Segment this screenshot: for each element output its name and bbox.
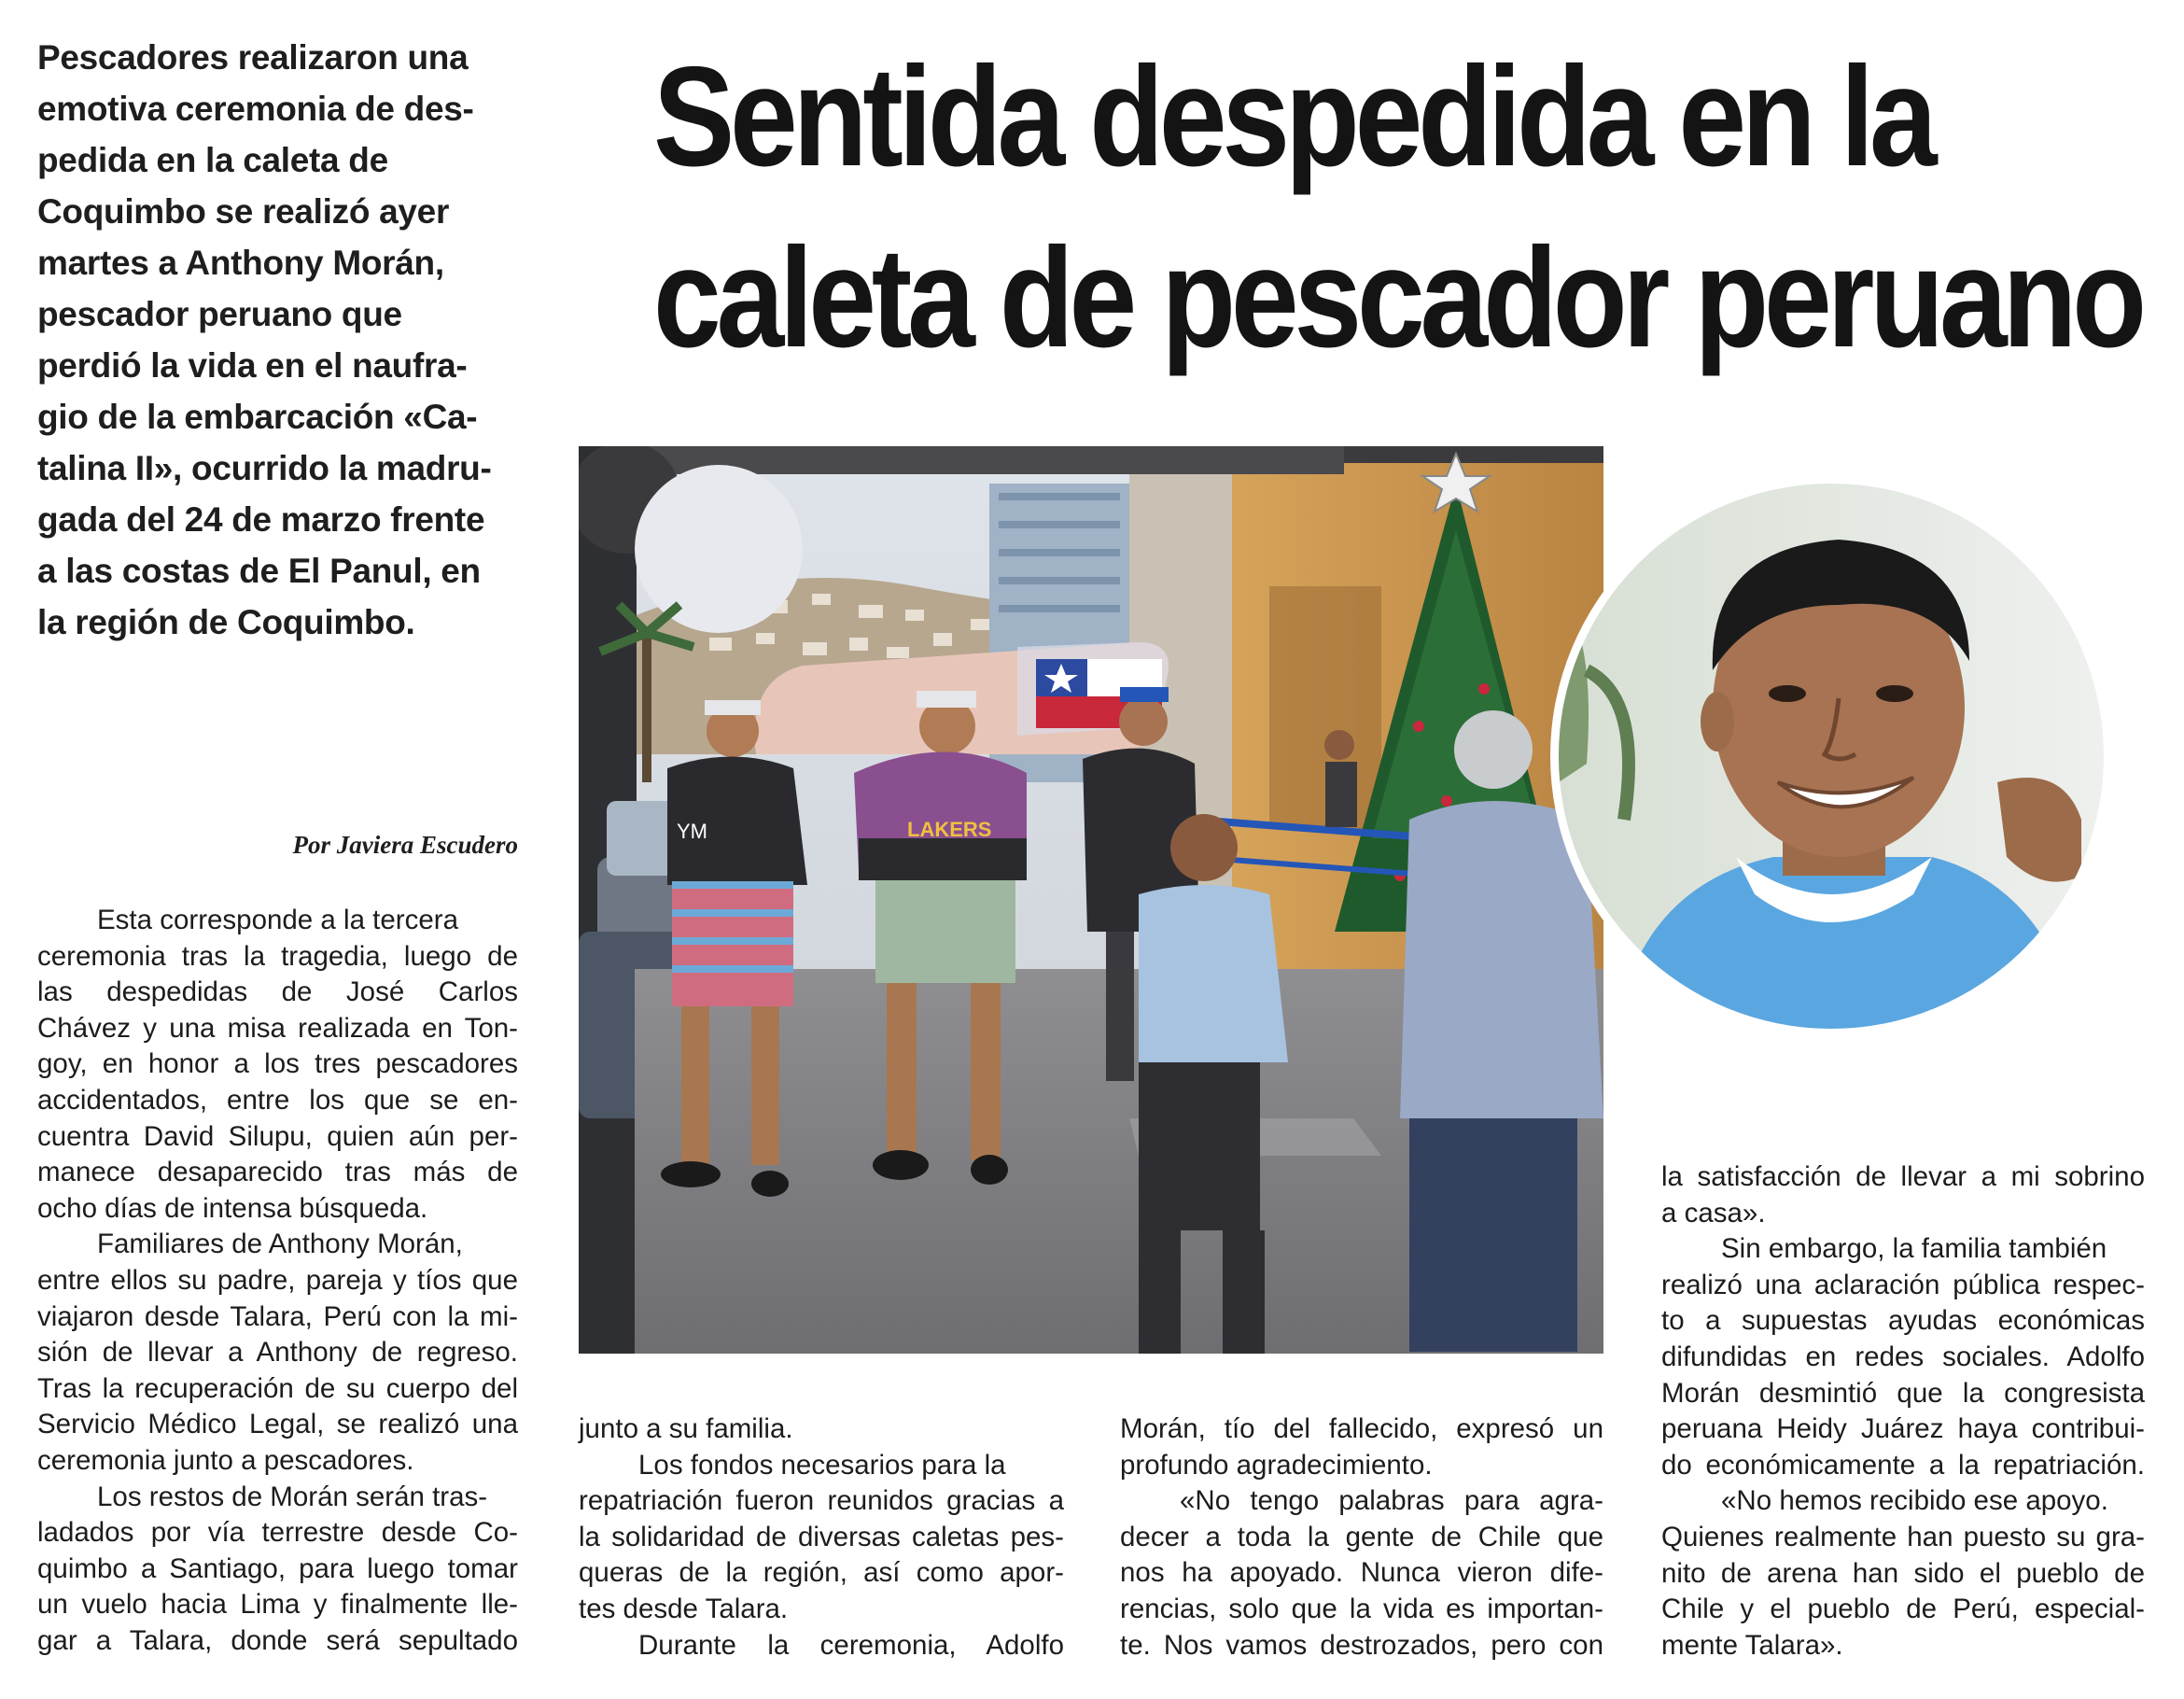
- body-line: Esta corresponde a la tercera: [97, 905, 458, 935]
- body-line: quimbo a Santiago, para luego tomar: [37, 1552, 518, 1584]
- headline: [653, 26, 2142, 388]
- body-line: ceremonia tras la tragedia, luego de: [37, 940, 518, 972]
- body-line: «No hemos recibido ese apoyo.: [1721, 1485, 2108, 1517]
- body-line: to a supuestas ayudas económicas: [1661, 1305, 2145, 1337]
- headline-line-1: Sentida despedida en la: [653, 37, 1933, 196]
- body-line: la solidaridad de diversas caletas pes-: [579, 1521, 1064, 1552]
- body-line: la satisfacción de llevar a mi sobrino: [1661, 1161, 2145, 1192]
- shirt-logo: LAKERS: [907, 818, 992, 841]
- body-line: Los restos de Morán serán tras-: [97, 1481, 488, 1512]
- body-column-4: [1661, 1159, 2145, 1664]
- body-line: Chávez y una misa realizada en Ton-: [37, 1012, 518, 1044]
- body-line: entre ellos su padre, pareja y tíos que: [37, 1264, 518, 1296]
- body-line: Tras la recuperación de su cuerpo del: [37, 1372, 518, 1404]
- body-line: decer a toda la gente de Chile que: [1120, 1521, 1603, 1552]
- body-line: ocho días de intensa búsqueda.: [37, 1192, 428, 1224]
- jersey-initials: YM: [677, 820, 707, 843]
- body-line: peruana Heidy Juárez haya contribui-: [1661, 1413, 2145, 1445]
- deck-line: gio de la embarcación «Ca-: [37, 398, 478, 436]
- body-line: nos ha apoyado. Nunca vieron dife-: [1120, 1557, 1603, 1589]
- byline: Por Javiera Escudero: [292, 831, 518, 859]
- body-line: accidentados, entre los que se en-: [37, 1084, 518, 1116]
- body-line: Sin embargo, la familia también: [1721, 1233, 2107, 1265]
- body-column-2: [579, 1411, 1064, 1664]
- headline-line-2: caleta de pescador peruano: [653, 218, 2142, 377]
- body-column-1: [37, 903, 518, 1659]
- deck-line: martes a Anthony Morán,: [37, 244, 444, 282]
- body-line: profundo agradecimiento.: [1120, 1449, 1433, 1481]
- body-line: Durante la ceremonia, Adolfo: [638, 1629, 1064, 1661]
- body-line: gar a Talara, donde será sepultado: [37, 1624, 518, 1656]
- body-line: Morán desmintió que la congresista: [1661, 1377, 2145, 1409]
- deck-line: Coquimbo se realizó ayer: [37, 192, 450, 231]
- body-line: nito de arena han sido el pueblo de: [1661, 1557, 2145, 1589]
- body-line: rencias, solo que la vida es importan-: [1120, 1593, 1603, 1624]
- body-line: Los fondos necesarios para la: [638, 1449, 1006, 1481]
- body-line: ceremonia junto a pescadores.: [37, 1444, 414, 1476]
- body-line: junto a su familia.: [579, 1413, 793, 1444]
- body-line: goy, en honor a los tres pescadores: [37, 1048, 518, 1080]
- body-line: Morán, tío del fallecido, expresó un: [1120, 1413, 1603, 1444]
- body-line: tes desde Talara.: [579, 1593, 789, 1624]
- body-line: las despedidas de José Carlos: [37, 976, 518, 1008]
- body-line: manece desaparecido tras más de: [37, 1157, 518, 1188]
- body-line: Chile y el pueblo de Perú, especial-: [1661, 1594, 2145, 1625]
- deck-line: Pescadores realizaron una: [37, 38, 469, 77]
- fisherman-portrait: [1559, 484, 2104, 1029]
- body-line: realizó una aclaración pública respec-: [1661, 1269, 2145, 1300]
- body-line: te. Nos vamos destrozados, pero con: [1120, 1629, 1603, 1661]
- body-column-3: [1120, 1411, 1603, 1664]
- body-line: difundidas en redes sociales. Adolfo: [1661, 1341, 2145, 1372]
- body-line: «No tengo palabras para agra-: [1180, 1485, 1603, 1517]
- body-line: repatriación fueron reunidos gracias a: [579, 1485, 1064, 1517]
- body-line: viajaron desde Talara, Perú con la mi-: [37, 1300, 518, 1332]
- deck-line: gada del 24 de marzo frente: [37, 500, 485, 539]
- body-line: a casa».: [1661, 1197, 1766, 1229]
- portrait-photo: [1559, 484, 2104, 1029]
- deck-line: pedida en la caleta de: [37, 141, 388, 179]
- body-line: queras de la región, así como apor-: [579, 1557, 1064, 1589]
- deck-line: talina II», ocurrido la madru-: [37, 449, 492, 487]
- deck-line: pescador peruano que: [37, 295, 402, 333]
- article-deck: [37, 32, 523, 648]
- deck-line: a las costas de El Panul, en: [37, 552, 481, 590]
- deck-line: emotiva ceremonia de des-: [37, 90, 474, 128]
- main-photo: [579, 446, 1603, 1354]
- body-line: cuentra David Silupu, quien aún per-: [37, 1120, 518, 1152]
- deck-line: la región de Coquimbo.: [37, 603, 415, 641]
- body-line: Familiares de Anthony Morán,: [97, 1229, 463, 1260]
- funeral-procession-photo: [579, 446, 1603, 1354]
- body-line: sión de llevar a Anthony de regreso.: [37, 1337, 518, 1369]
- body-line: Servicio Médico Legal, se realizó una: [37, 1409, 518, 1440]
- body-line: do económicamente a la repatriación.: [1661, 1449, 2145, 1481]
- deck-line: perdió la vida en el naufra-: [37, 346, 468, 385]
- body-line: Quienes realmente han puesto su gra-: [1661, 1521, 2145, 1552]
- body-line: ladados por vía terrestre desde Co-: [37, 1517, 518, 1549]
- body-line: un vuelo hacia Lima y finalmente lle-: [37, 1589, 518, 1621]
- body-line: mente Talara».: [1661, 1629, 1843, 1661]
